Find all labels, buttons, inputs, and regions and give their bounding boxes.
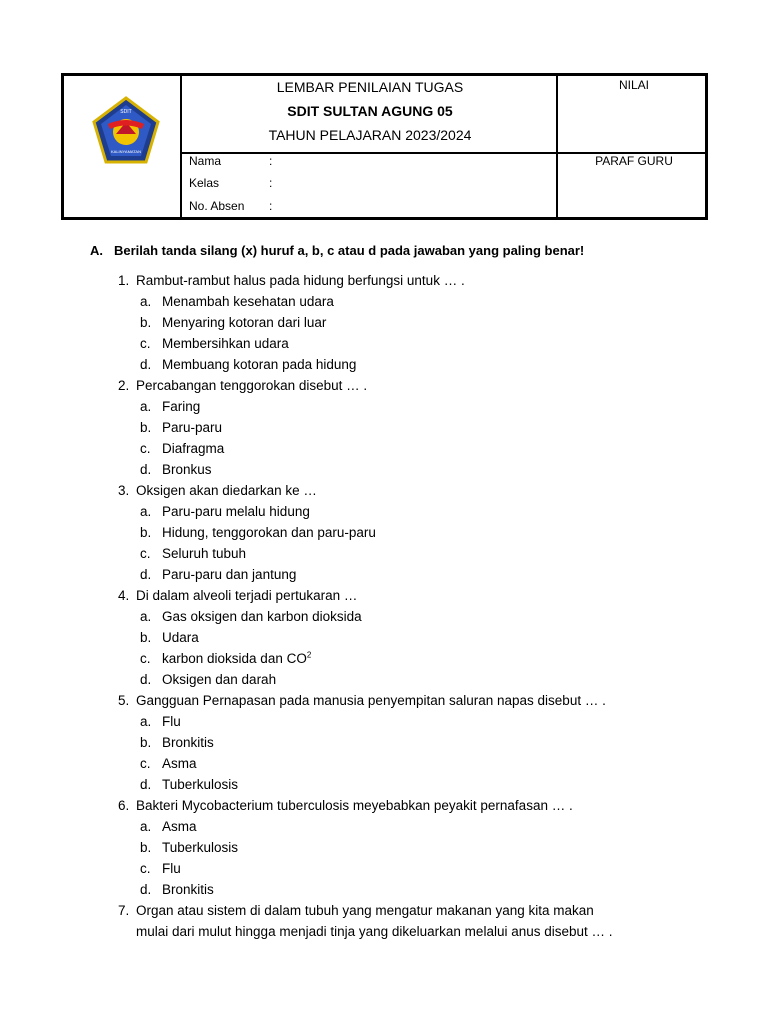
- option-letter: d.: [140, 672, 152, 687]
- option-letter: a.: [140, 819, 152, 834]
- option-letter: c.: [140, 336, 151, 351]
- question-text: [118, 900, 738, 921]
- question-number: 3.: [118, 483, 130, 498]
- question-list: [118, 270, 738, 942]
- question-text: [118, 795, 738, 816]
- answer-option[interactable]: [118, 333, 738, 354]
- option-text: Flu: [162, 714, 181, 729]
- answer-option[interactable]: [118, 732, 738, 753]
- teacher-sign-label: PARAF GURU: [595, 154, 673, 168]
- option-text: Bronkitis: [162, 735, 214, 750]
- answer-option[interactable]: [118, 459, 738, 480]
- question-item: [118, 270, 738, 375]
- option-text: Seluruh tubuh: [162, 546, 247, 561]
- question-number: 7.: [118, 903, 130, 918]
- option-letter: b.: [140, 315, 152, 330]
- question-text: [118, 480, 738, 501]
- option-letter: b.: [140, 840, 152, 855]
- question-text: [118, 690, 738, 711]
- option-text: Paru-paru dan jantung: [162, 567, 297, 582]
- question-stem: Rambut-rambut halus pada hidung berfungsi untuk … .: [136, 273, 465, 288]
- svg-text:SDIT: SDIT: [120, 109, 132, 115]
- option-letter: b.: [140, 735, 152, 750]
- option-letter: b.: [140, 630, 152, 645]
- option-text: Diafragma: [162, 441, 225, 456]
- score-label: NILAI: [618, 78, 649, 92]
- answer-option[interactable]: [118, 837, 738, 858]
- answer-option[interactable]: [118, 879, 738, 900]
- question-stem: Bakteri Mycobacterium tuberculosis meyebabkan peyakit pernafasan … .: [136, 798, 573, 813]
- option-text: Oksigen dan darah: [162, 672, 277, 687]
- option-text: Tuberkulosis: [162, 777, 239, 792]
- option-text: Faring: [162, 399, 201, 414]
- field-label: No. Absen: [189, 199, 245, 213]
- option-text: Gas oksigen dan karbon dioksida: [162, 609, 362, 624]
- table-divider: [556, 76, 558, 217]
- question-item: [118, 795, 738, 900]
- option-text: Bronkus: [162, 462, 212, 477]
- instruction-text: Berilah tanda silang (x) huruf a, b, c atau d pada jawaban yang paling benar!: [114, 243, 585, 258]
- option-text: Udara: [162, 630, 199, 645]
- question-number: 1.: [118, 273, 130, 288]
- answer-option[interactable]: [118, 438, 738, 459]
- option-text: Hidung, tenggorokan dan paru-paru: [162, 525, 376, 540]
- option-letter: b.: [140, 525, 152, 540]
- question-stem: Oksigen akan diedarkan ke …: [136, 483, 317, 498]
- question-stem: Di dalam alveoli terjadi pertukaran …: [136, 588, 358, 603]
- option-letter: d.: [140, 357, 152, 372]
- answer-option[interactable]: [118, 522, 738, 543]
- option-letter: a.: [140, 399, 152, 414]
- document-type: LEMBAR PENILAIAN TUGAS: [276, 79, 464, 95]
- option-text: Flu: [162, 861, 181, 876]
- answer-option[interactable]: [118, 396, 738, 417]
- name-field: [189, 154, 272, 168]
- academic-year: TAHUN PELAJARAN 2023/2024: [268, 127, 472, 143]
- section-instruction: [90, 243, 584, 258]
- option-letter: a.: [140, 609, 152, 624]
- option-letter: c.: [140, 651, 151, 666]
- option-letter: c.: [140, 861, 151, 876]
- answer-option[interactable]: [118, 627, 738, 648]
- answer-option[interactable]: [118, 648, 738, 669]
- option-letter: c.: [140, 756, 151, 771]
- answer-option[interactable]: [118, 501, 738, 522]
- option-letter: d.: [140, 777, 152, 792]
- question-number: 5.: [118, 693, 130, 708]
- answer-option[interactable]: [118, 753, 738, 774]
- option-letter: d.: [140, 462, 152, 477]
- answer-option[interactable]: [118, 543, 738, 564]
- question-text: [118, 375, 738, 396]
- option-letter: a.: [140, 294, 152, 309]
- question-text: [118, 585, 738, 606]
- table-divider: [180, 76, 182, 217]
- answer-option[interactable]: [118, 291, 738, 312]
- option-text: karbon dioksida dan CO: [162, 651, 307, 666]
- option-superscript: 2: [306, 650, 312, 660]
- school-name: SDIT SULTAN AGUNG 05: [287, 103, 453, 119]
- option-letter: c.: [140, 546, 151, 561]
- answer-option[interactable]: [118, 669, 738, 690]
- question-item: [118, 480, 738, 585]
- option-text: Paru-paru: [162, 420, 223, 435]
- header-table: [61, 73, 708, 220]
- option-letter: c.: [140, 441, 151, 456]
- question-stem: Gangguan Pernapasan pada manusia penyempitan saluran napas disebut … .: [136, 693, 606, 708]
- question-stem-continuation: mulai dari mulut hingga menjadi tinja yang dikeluarkan melalui anus disebut … .: [136, 924, 613, 939]
- question-number: 6.: [118, 798, 130, 813]
- option-letter: a.: [140, 714, 152, 729]
- option-letter: a.: [140, 504, 152, 519]
- option-text: Menyaring kotoran dari luar: [162, 315, 327, 330]
- answer-option[interactable]: [118, 354, 738, 375]
- class-field: [189, 176, 272, 190]
- option-text: Paru-paru melalu hidung: [162, 504, 310, 519]
- answer-option[interactable]: [118, 606, 738, 627]
- option-text: Membersihkan udara: [162, 336, 289, 351]
- question-stem: Organ atau sistem di dalam tubuh yang mengatur makanan yang kita makan: [136, 903, 594, 918]
- option-letter: b.: [140, 420, 152, 435]
- section-letter: A.: [90, 243, 103, 258]
- field-separator: :: [269, 154, 273, 168]
- question-item: [118, 585, 738, 690]
- answer-option[interactable]: [118, 564, 738, 585]
- option-text: Bronkitis: [162, 882, 214, 897]
- school-logo: [92, 96, 160, 166]
- answer-option[interactable]: [118, 816, 738, 837]
- question-number: 2.: [118, 378, 130, 393]
- option-text: Membuang kotoran pada hidung: [162, 357, 357, 372]
- option-text: Asma: [162, 756, 197, 771]
- option-text: Menambah kesehatan udara: [162, 294, 334, 309]
- option-letter: d.: [140, 567, 152, 582]
- field-separator: :: [269, 176, 273, 190]
- question-number: 4.: [118, 588, 130, 603]
- attendance-number-field: [189, 199, 272, 213]
- option-text: Tuberkulosis: [162, 840, 239, 855]
- question-item: [118, 690, 738, 795]
- answer-option[interactable]: [118, 312, 738, 333]
- answer-option[interactable]: [118, 774, 738, 795]
- answer-option[interactable]: [118, 711, 738, 732]
- field-label: Kelas: [189, 176, 220, 190]
- option-text: Asma: [162, 819, 197, 834]
- field-label: Nama: [189, 154, 222, 168]
- svg-text:KALINYAMATAN: KALINYAMATAN: [110, 149, 142, 154]
- answer-option[interactable]: [118, 858, 738, 879]
- question-item: [118, 900, 738, 942]
- question-text: [118, 270, 738, 291]
- field-separator: :: [269, 199, 273, 213]
- option-letter: d.: [140, 882, 152, 897]
- answer-option[interactable]: [118, 417, 738, 438]
- question-stem: Percabangan tenggorokan disebut … .: [136, 378, 368, 393]
- question-item: [118, 375, 738, 480]
